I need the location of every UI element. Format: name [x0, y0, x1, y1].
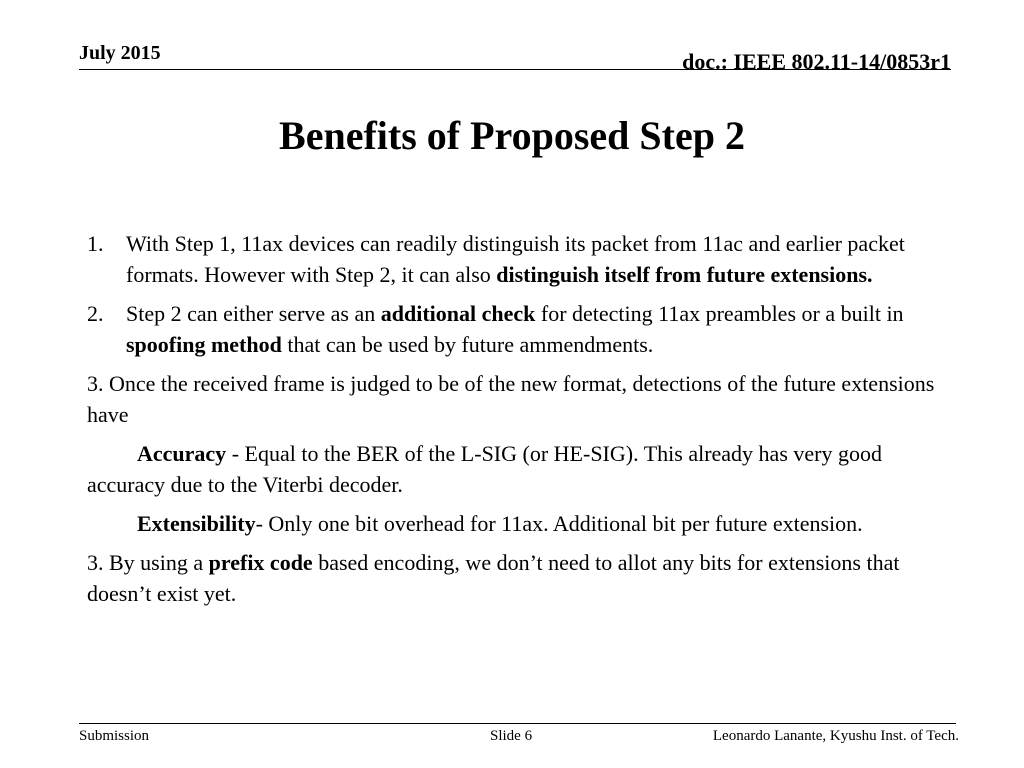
para-text: based encoding, we don’t need to allot any bits for extensions that doesn’t exist yet. — [87, 550, 900, 606]
header-doc-id: doc.: IEEE 802.11-14/0853r1 — [682, 49, 951, 74]
item-bold-text: distinguish itself from future extensions. — [496, 262, 873, 287]
item-bold-text: additional check — [380, 301, 536, 326]
list-item-2 — [87, 298, 947, 360]
item-text: Step 2 can either serve as an — [126, 301, 381, 326]
header-date: July 2015 — [79, 42, 161, 64]
item-text: With Step 1, 11ax devices can readily distinguish its packet from 11ac and earlier packet formats. However with Step 2, it can also — [126, 231, 905, 287]
extensibility-label: Extensibility — [137, 511, 256, 536]
list-item-1 — [87, 228, 947, 290]
footer-submission: Submission — [79, 728, 150, 744]
item-bold-text: spoofing method — [126, 332, 282, 357]
paragraph-3: 3. Once the received frame is judged to be of the new format, detections of the future extensions have — [87, 371, 935, 427]
extensibility-text: - Only one bit overhead for 11ax. Additional bit per future extension. — [255, 511, 863, 536]
slide-body — [87, 228, 947, 617]
header-divider — [79, 69, 951, 70]
item-text: that can be used by future ammendments. — [281, 332, 654, 357]
footer-slide-number: Slide 6 — [490, 728, 533, 744]
item-text: for detecting 11ax preambles or a built in — [535, 301, 904, 326]
accuracy-label: Accuracy — [137, 441, 227, 466]
accuracy-paragraph — [87, 438, 947, 500]
footer-divider — [79, 723, 956, 724]
list-number: 1. — [87, 231, 104, 256]
footer-author: Leonardo Lanante, Kyushu Inst. of Tech. — [712, 728, 959, 744]
slide-title: Benefits of Proposed Step 2 — [279, 113, 745, 158]
paragraph-4 — [87, 547, 947, 609]
extensibility-paragraph — [87, 508, 947, 539]
accuracy-text: - Equal to the BER of the L-SIG (or HE-SIG). This already has very good accuracy due to the Viterbi decoder. — [87, 441, 882, 497]
prefix-code-bold: prefix code — [208, 550, 313, 575]
list-number: 2. — [87, 301, 104, 326]
para-text: 3. By using a — [87, 550, 209, 575]
